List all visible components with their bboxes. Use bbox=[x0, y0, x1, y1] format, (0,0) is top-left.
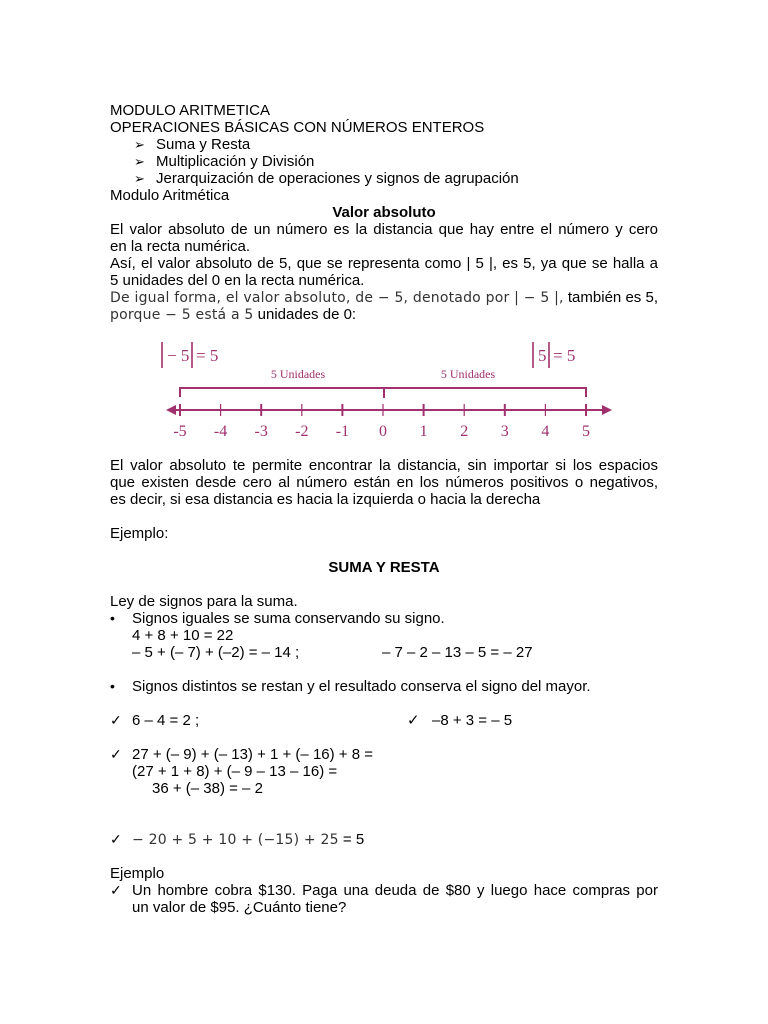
problem-text: Un hombre cobra $130. Paga una deuda de $80 y luego hace compras por bbox=[132, 882, 658, 899]
paragraph-fragment: unidades de 0: bbox=[253, 306, 357, 323]
paragraph-line: Así, el valor absoluto de 5, que se representa como | 5 |, es 5, ya que se halla a bbox=[110, 255, 658, 272]
abs-left-value: − 5 bbox=[167, 346, 190, 365]
check-icon: ✓ bbox=[110, 882, 122, 898]
rule-item bbox=[110, 678, 658, 695]
spacer bbox=[110, 695, 658, 712]
arrow-bullet-icon: ➢ bbox=[134, 137, 145, 152]
spacer bbox=[110, 576, 658, 593]
equation: – 7 – 2 – 13 – 5 = – 27 bbox=[382, 644, 533, 661]
tick-label: -1 bbox=[335, 423, 350, 440]
spacer bbox=[110, 729, 658, 746]
left-arrowhead-icon bbox=[166, 405, 176, 415]
equation: – 5 + (– 7) + (–2) = – 14 ; bbox=[132, 644, 300, 661]
rule-item bbox=[110, 610, 658, 627]
tick-label: 2 bbox=[460, 423, 469, 440]
paragraph-fragment: porque − 5 está a 5 bbox=[110, 307, 254, 323]
tick-label: 5 bbox=[582, 423, 590, 440]
spacer bbox=[110, 661, 658, 678]
rule-text: Signos iguales se suma conservando su signo. bbox=[132, 610, 445, 627]
paragraph-line: El valor absoluto te permite encontrar la distancia, sin importar si los espacios bbox=[110, 457, 658, 474]
document-page-continued bbox=[110, 457, 658, 916]
example-row bbox=[110, 712, 658, 729]
rule-text: Signos distintos se restan y el resultado conserva el signo del mayor. bbox=[132, 678, 591, 695]
check-icon: ✓ bbox=[110, 712, 122, 728]
spacer bbox=[110, 508, 658, 525]
spacer bbox=[110, 542, 658, 559]
paragraph-line: que existen desde cero al número están en los números positivos o negativos, bbox=[110, 474, 658, 491]
check-icon: ✓ bbox=[407, 712, 420, 729]
paragraph-line: 5 unidades del 0 en la recta numérica. bbox=[110, 272, 365, 289]
equation: 36 + (– 38) = – 2 bbox=[152, 780, 263, 797]
rule-title: Ley de signos para la suma. bbox=[110, 593, 298, 610]
paragraph-line: El valor absoluto de un número es la distancia que hay entre el número y cero bbox=[110, 221, 658, 238]
section-heading-suma-resta: SUMA Y RESTA bbox=[328, 559, 440, 576]
check-icon: ✓ bbox=[110, 746, 122, 762]
spacer bbox=[110, 797, 658, 814]
tick-label: -5 bbox=[173, 423, 187, 440]
abs-right-result: = 5 bbox=[553, 346, 576, 365]
tick-label: 0 bbox=[379, 423, 387, 440]
problem-line bbox=[110, 882, 658, 899]
arrow-bullet-icon: ➢ bbox=[134, 171, 145, 186]
bullet-icon: • bbox=[110, 610, 115, 626]
example-row bbox=[110, 831, 658, 848]
paragraph-line: en la recta numérica. bbox=[110, 238, 251, 255]
check-icon: ✓ bbox=[110, 831, 122, 847]
equation: (27 + 1 + 8) + (– 9 – 13 – 16) = bbox=[132, 763, 338, 780]
problem-text: un valor de $95. ¿Cuánto tiene? bbox=[132, 899, 347, 916]
topic-label: Jerarquización de operaciones y signos de agrupación bbox=[156, 170, 519, 187]
equation: − 20 + 5 + 10 + (−15) + 25 bbox=[132, 832, 339, 848]
tick-label: 1 bbox=[419, 423, 428, 440]
arrow-bullet-icon: ➢ bbox=[134, 154, 145, 169]
topic-item bbox=[110, 153, 658, 170]
paragraph-line bbox=[110, 289, 658, 306]
module-title: MODULO ARITMETICA bbox=[110, 102, 271, 119]
module-subtitle: Modulo Aritmética bbox=[110, 187, 230, 204]
equation: 6 – 4 = 2 ; bbox=[132, 712, 200, 729]
spacer bbox=[110, 814, 658, 831]
example-label: Ejemplo bbox=[110, 865, 165, 882]
number-line-figure bbox=[160, 338, 620, 442]
equation: 27 + (– 9) + (– 13) + 1 + (– 16) + 8 = bbox=[132, 746, 373, 763]
equation-result: = 5 bbox=[338, 831, 365, 848]
abs-right-value: 5 bbox=[538, 346, 547, 365]
right-arrowhead-icon bbox=[602, 405, 612, 415]
tick-label: 3 bbox=[500, 423, 509, 440]
paragraph-fragment: De igual forma, el valor absoluto, de − 5, denotado por | − 5 |, bbox=[110, 290, 564, 306]
section-heading-valor-absoluto: Valor absoluto bbox=[332, 204, 436, 221]
paragraph-line bbox=[110, 306, 658, 323]
paragraph-line: es decir, si esa distancia es hacia la izquierda o hacia la derecha bbox=[110, 491, 541, 508]
topic-label: Multiplicación y División bbox=[156, 153, 315, 170]
tick-label: 4 bbox=[541, 423, 550, 440]
paragraph-fragment: también es 5, bbox=[563, 289, 659, 306]
tick-label: -2 bbox=[295, 423, 309, 440]
left-span-label: 5 Unidades bbox=[270, 367, 326, 381]
right-span-bracket bbox=[384, 388, 586, 397]
left-span-bracket bbox=[180, 388, 384, 397]
right-span-label: 5 Unidades bbox=[440, 367, 496, 381]
spacer bbox=[110, 848, 658, 865]
equation: 4 + 8 + 10 = 22 bbox=[132, 627, 234, 644]
example-label: Ejemplo: bbox=[110, 525, 169, 542]
document-page bbox=[110, 102, 658, 323]
subtitle: OPERACIONES BÁSICAS CON NÚMEROS ENTEROS bbox=[110, 119, 485, 136]
topic-label: Suma y Resta bbox=[156, 136, 251, 153]
example-row bbox=[110, 746, 658, 763]
equation: –8 + 3 = – 5 bbox=[432, 712, 513, 729]
bullet-icon: • bbox=[110, 678, 115, 694]
tick-label: -3 bbox=[254, 423, 268, 440]
equation-row bbox=[110, 644, 658, 661]
tick-label: -4 bbox=[213, 423, 228, 440]
abs-left-result: = 5 bbox=[196, 346, 219, 365]
topic-item bbox=[110, 170, 658, 187]
topic-item bbox=[110, 136, 658, 153]
